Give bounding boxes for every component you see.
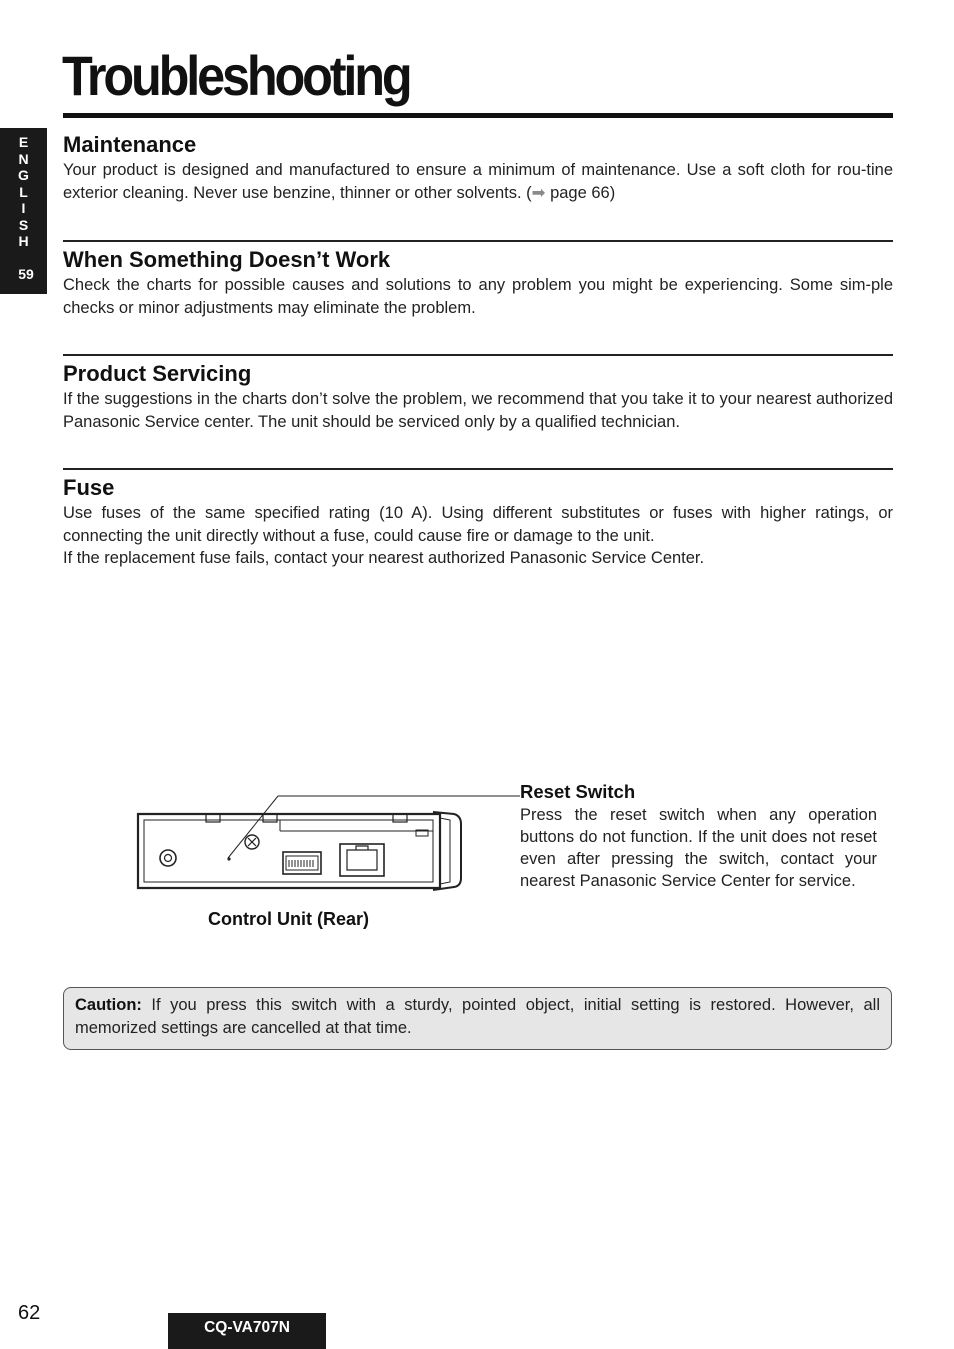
page-reference: page 66) — [545, 183, 616, 202]
section-body: If the suggestions in the charts don’t solve the problem, we recommend that you take it to your nearest authorized Panasonic Service center. The unit should be serviced only by a qualified technician. — [63, 390, 893, 431]
language-letter: S — [18, 216, 29, 233]
front-bezel — [433, 812, 461, 890]
diagram-caption: Control Unit (Rear) — [208, 909, 369, 929]
model-label: CQ-VA707N — [168, 1313, 326, 1349]
page-number: 62 — [18, 1302, 41, 1324]
title-rule — [63, 113, 893, 118]
maintenance-text: Your product is designed and manufactured to ensure a minimum of maintenance. Use a soft cloth for rou-tine exterior cleaning. Never use benzine, thinner or other solvents. ( — [63, 161, 893, 202]
section-rule — [63, 468, 893, 470]
caution-box — [63, 987, 892, 1050]
antenna-jack — [160, 850, 176, 866]
section-product-servicing — [63, 354, 893, 433]
language-letter: L — [19, 183, 28, 200]
language-letter: H — [18, 233, 29, 249]
section-heading: Maintenance — [63, 132, 197, 157]
section-body: Check the charts for possible causes and solutions to any problem you might be experiencing. Some sim-ple checks or minor adjustments may eliminate the problem. — [63, 276, 893, 317]
language-letter: I — [21, 200, 26, 216]
language-letter: N — [18, 150, 29, 167]
chassis-body — [138, 814, 440, 888]
section-body: Use fuses of the same specified rating (10 A). Using different substitutes or fuses with higher ratings, or connecting the unit directly without a fuse, could cause fire or damage to the unit. — [63, 504, 893, 545]
language-page-number: 59 — [18, 266, 34, 282]
reset-heading: Reset Switch — [520, 781, 636, 802]
section-heading: Fuse — [63, 475, 115, 500]
right-arrow-icon: ➡ — [531, 183, 546, 202]
section-maintenance — [63, 131, 893, 204]
section-rule — [63, 354, 893, 356]
control-unit-rear-diagram — [128, 790, 528, 900]
language-tab — [0, 128, 47, 294]
caution-text: If you press this switch with a sturdy, pointed object, initial setting is restored. However, all memorized settings are cancelled at that time. — [75, 996, 880, 1037]
section-body — [63, 159, 893, 204]
caution-label: Caution: — [75, 996, 142, 1014]
page-title: Troubleshooting — [62, 44, 410, 107]
language-letters — [0, 134, 47, 250]
section-when-something-doesnt-work — [63, 240, 893, 319]
language-letter: E — [18, 134, 29, 150]
language-letter: G — [18, 167, 29, 183]
section-fuse — [63, 468, 893, 570]
reset-text: Press the reset switch when any operation buttons do not function. If the unit does not reset even after pressing the switch, contact your nearest Panasonic Service Center for service. — [520, 806, 877, 890]
section-heading: When Something Doesn’t Work — [63, 247, 391, 272]
section-rule — [63, 240, 893, 242]
reset-pointer-dot — [227, 857, 230, 860]
reset-switch-description — [520, 780, 877, 892]
section-heading: Product Servicing — [63, 361, 252, 386]
section-body: If the replacement fuse fails, contact your nearest authorized Panasonic Service Center. — [63, 549, 705, 567]
